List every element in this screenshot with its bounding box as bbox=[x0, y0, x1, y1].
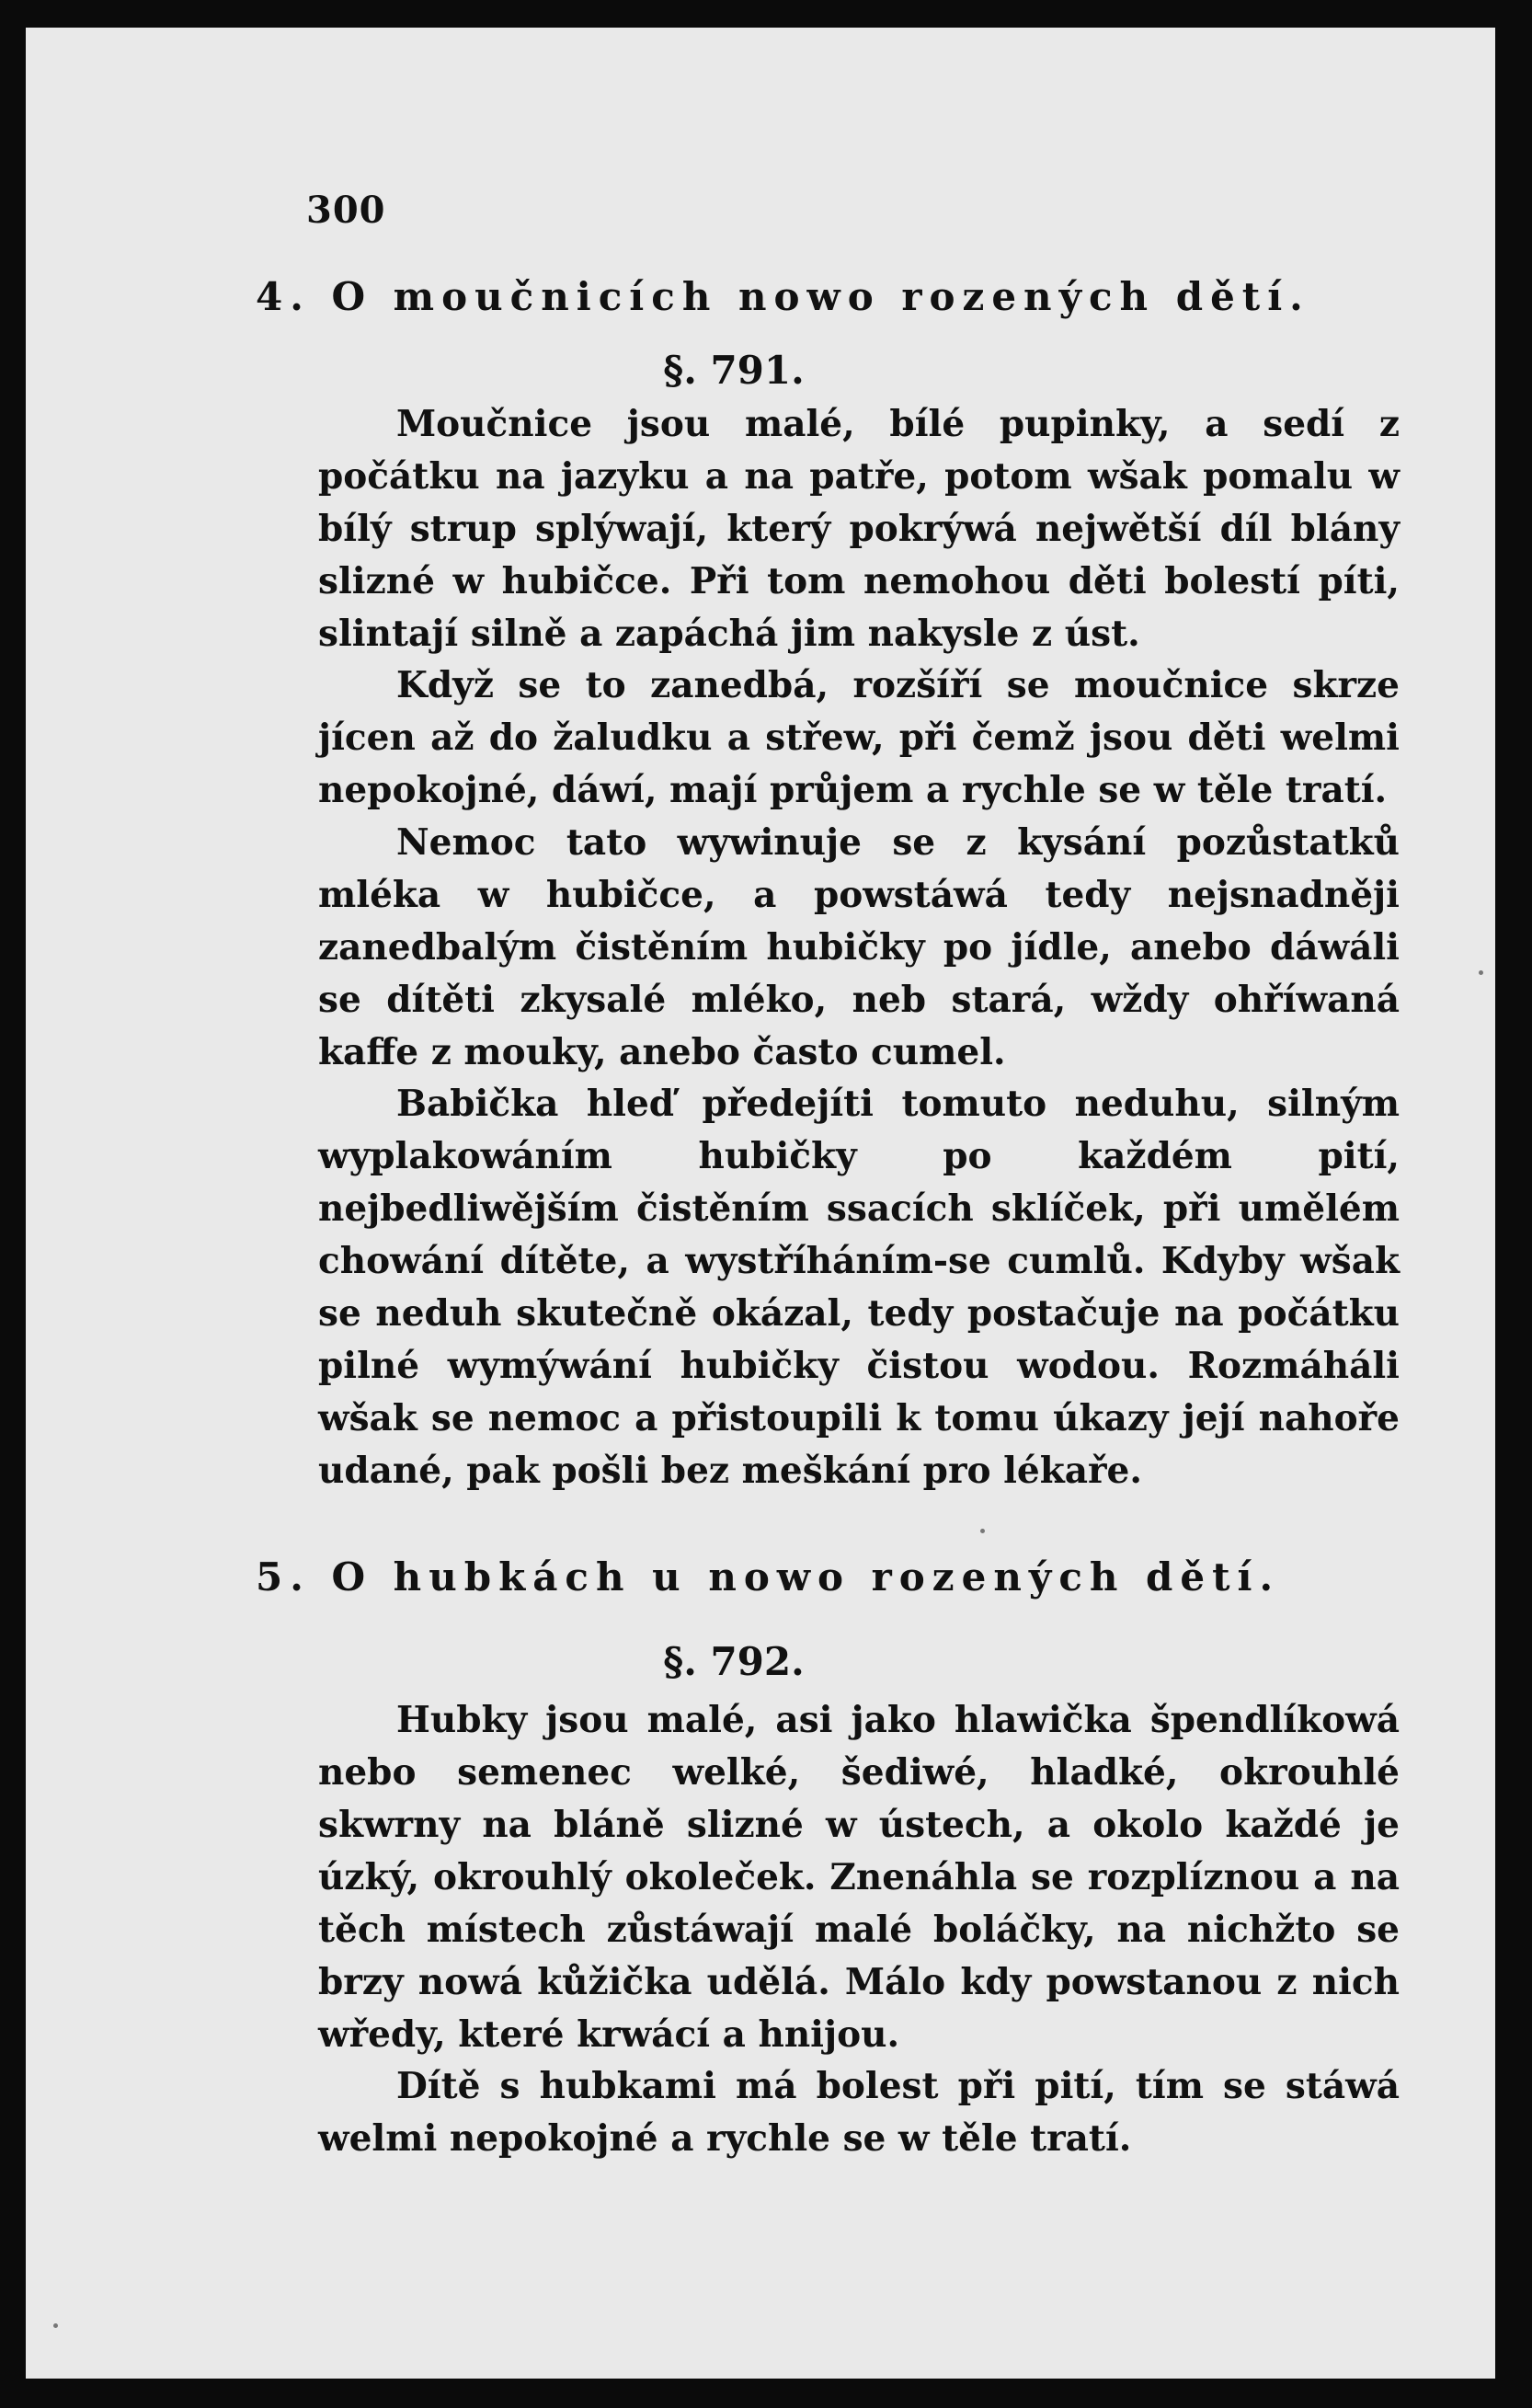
paragraph-4: Babička hleď předejíti tomuto neduhu, silným wyplakowáním hubičky po každém pití, nejbedliwějším čistěním ssacích sklíček, při umělém chowání dítěte, a wystříháním-se cumlů. Kdyby wšak se neduh skutečně okázal, tedy postačuje na počátku pilné wymýwání hubičky čistou wodou. Rozmáháli wšak se nemoc a přistoupili k tomu úkazy její nahoře udané, pak pošli bez meškání pro lékaře. bbox=[318, 1083, 1400, 1492]
section-heading-4: 4. O moučnicích nowo rozených dětí. bbox=[256, 274, 1310, 319]
paragraph-3: Nemoc tato wywinuje se z kysání pozůstatků mléka w hubičce, a powstáwá tedy nejsnadněji zanedbalým čistěním hubičky po jídle, anebo dáwáli se dítěti zkysalé mléko, neb stará, wždy ohříwaná kaffe z mouky, anebo často cumel. bbox=[318, 821, 1400, 1073]
paper-speck bbox=[53, 2323, 58, 2328]
section-heading-5: 5. O hubkách u nowo rozených dětí. bbox=[256, 1554, 1281, 1600]
paper-speck bbox=[1479, 970, 1483, 975]
paragraph-6: Dítě s hubkami má bolest při pití, tím se stáwá welmi nepokojné a rychle se w těle tratí. bbox=[318, 2065, 1400, 2160]
paragraph-2: Když se to zanedbá, rozšíří se moučnice skrze jícen až do žaludku a střew, při čemž jsou děti welmi nepokojné, dáwí, mají průjem a rychle se w těle tratí. bbox=[318, 664, 1400, 811]
paragraph-5: Hubky jsou malé, asi jako hlawička špendlíkowá nebo semenec welké, šediwé, hladké, okrouhlé skwrny na bláně slizné w ústech, a okolo každé je úzký, okrouhlý okoleček. Znenáhla se rozplíznou a na těch místech zůstáwají malé boláčky, na nichžto se brzy nowá kůžička udělá. Málo kdy powstanou z nich wředy, které krwácí a hnijou. bbox=[318, 1699, 1400, 2056]
book-page bbox=[26, 28, 1495, 2379]
section-mark-792: §. 792. bbox=[663, 1639, 805, 1684]
paragraph-1: Moučnice jsou malé, bílé pupinky, a sedí z počátku na jazyku a na patře, potom wšak pomalu w bílý strup splýwají, který pokrýwá nejwětší díl blány slizné w hubičce. Při tom nemohou děti bolestí píti, slintají silně a zapáchá jim nakysle z úst. bbox=[318, 403, 1400, 655]
page-number: 300 bbox=[306, 189, 386, 232]
section-mark-791: §. 791. bbox=[663, 348, 805, 393]
paper-speck bbox=[980, 1529, 985, 1533]
